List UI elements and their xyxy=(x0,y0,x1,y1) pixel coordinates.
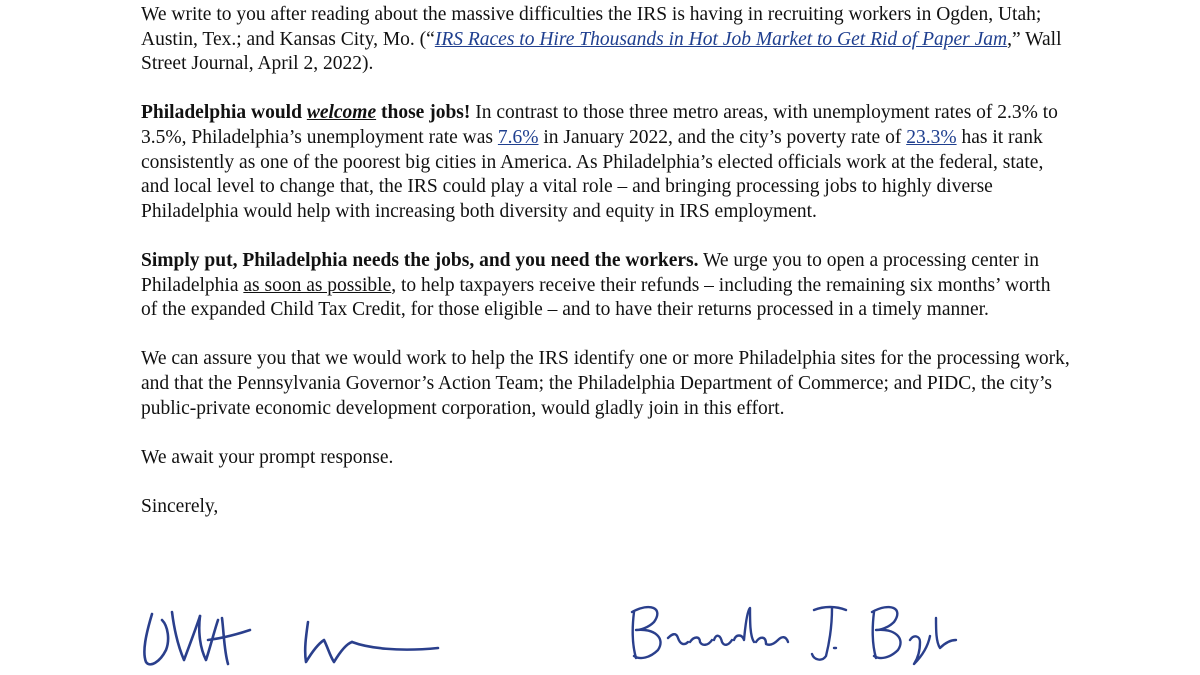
paragraph-assurance: We can assure you that we would work to help the IRS identify one or more Philadelphia sites for the processing work, and that the Pennsylvania Governor’s Action Team; the Philadelphia Department of Commerce; and PIDC, the city’s public-private economic development corporation, would gladly join in this effort. xyxy=(141,348,1070,419)
p1-text-before: We write to you after reading about the massive difficulties the IRS is having in recruiting workers in Ogden, Utah; Austin, Tex.; and Kansas City, Mo. (“ xyxy=(141,4,1042,50)
letter-body xyxy=(141,3,1071,544)
p3-text-1: We urge you to open a processing center in Philadelphia xyxy=(141,249,1039,296)
paragraph-simply-put xyxy=(141,249,1071,323)
p2-text-2: in January 2022, and the city’s poverty rate of xyxy=(538,126,907,148)
p2-bold-b: those jobs! xyxy=(376,102,471,124)
p3-text-2: , to help taxpayers receive their refunds – including the remaining six months’ worth of the expanded Child Tax Credit, for those eligible – and to have their returns processed in a timely manner. xyxy=(141,274,1051,321)
signature-right xyxy=(624,598,974,670)
paragraph-philadelphia-welcome xyxy=(141,101,1071,224)
unemployment-rate-link[interactable]: 7.6% xyxy=(497,126,539,148)
p1-text-after: ,” Wall Street Journal, April 2, 2022). xyxy=(141,28,1062,75)
signatures xyxy=(0,590,1200,675)
signature-right-drawing xyxy=(624,598,974,670)
paragraph-recruiting xyxy=(141,3,1071,77)
signature-left-drawing xyxy=(138,604,458,672)
p2-bold-lead xyxy=(141,102,470,123)
poverty-rate-link[interactable]: 23.3% xyxy=(906,126,957,148)
p2-bold-welcome: welcome xyxy=(306,102,377,124)
paragraph-await: We await your prompt response. xyxy=(141,446,394,468)
p2-bold-a: Philadelphia would xyxy=(141,102,307,124)
signature-left xyxy=(138,604,458,672)
closing-sincerely: Sincerely, xyxy=(141,495,219,517)
p3-bold: Simply put, Philadelphia needs the jobs, and you need the workers. xyxy=(141,249,699,271)
p2-text-1: In contrast to those three metro areas, with unemployment rates of 2.3% to 3.5%, Philadelphia’s unemployment rate was xyxy=(141,102,1058,148)
wsj-article-link[interactable]: IRS Races to Hire Thousands in Hot Job Market to Get Rid of Paper Jam xyxy=(434,28,1008,50)
p3-underlined: as soon as possible xyxy=(243,274,392,296)
p2-text-3: has it rank consistently as one of the poorest big cities in America. As Philadelphia’s elected officials work at the federal, state, and local level to change that, the IRS could play a vital role – and bringing processing jobs to highly diverse Philadelphia would help with increasing both diversity and equity in IRS employment. xyxy=(141,126,1044,222)
